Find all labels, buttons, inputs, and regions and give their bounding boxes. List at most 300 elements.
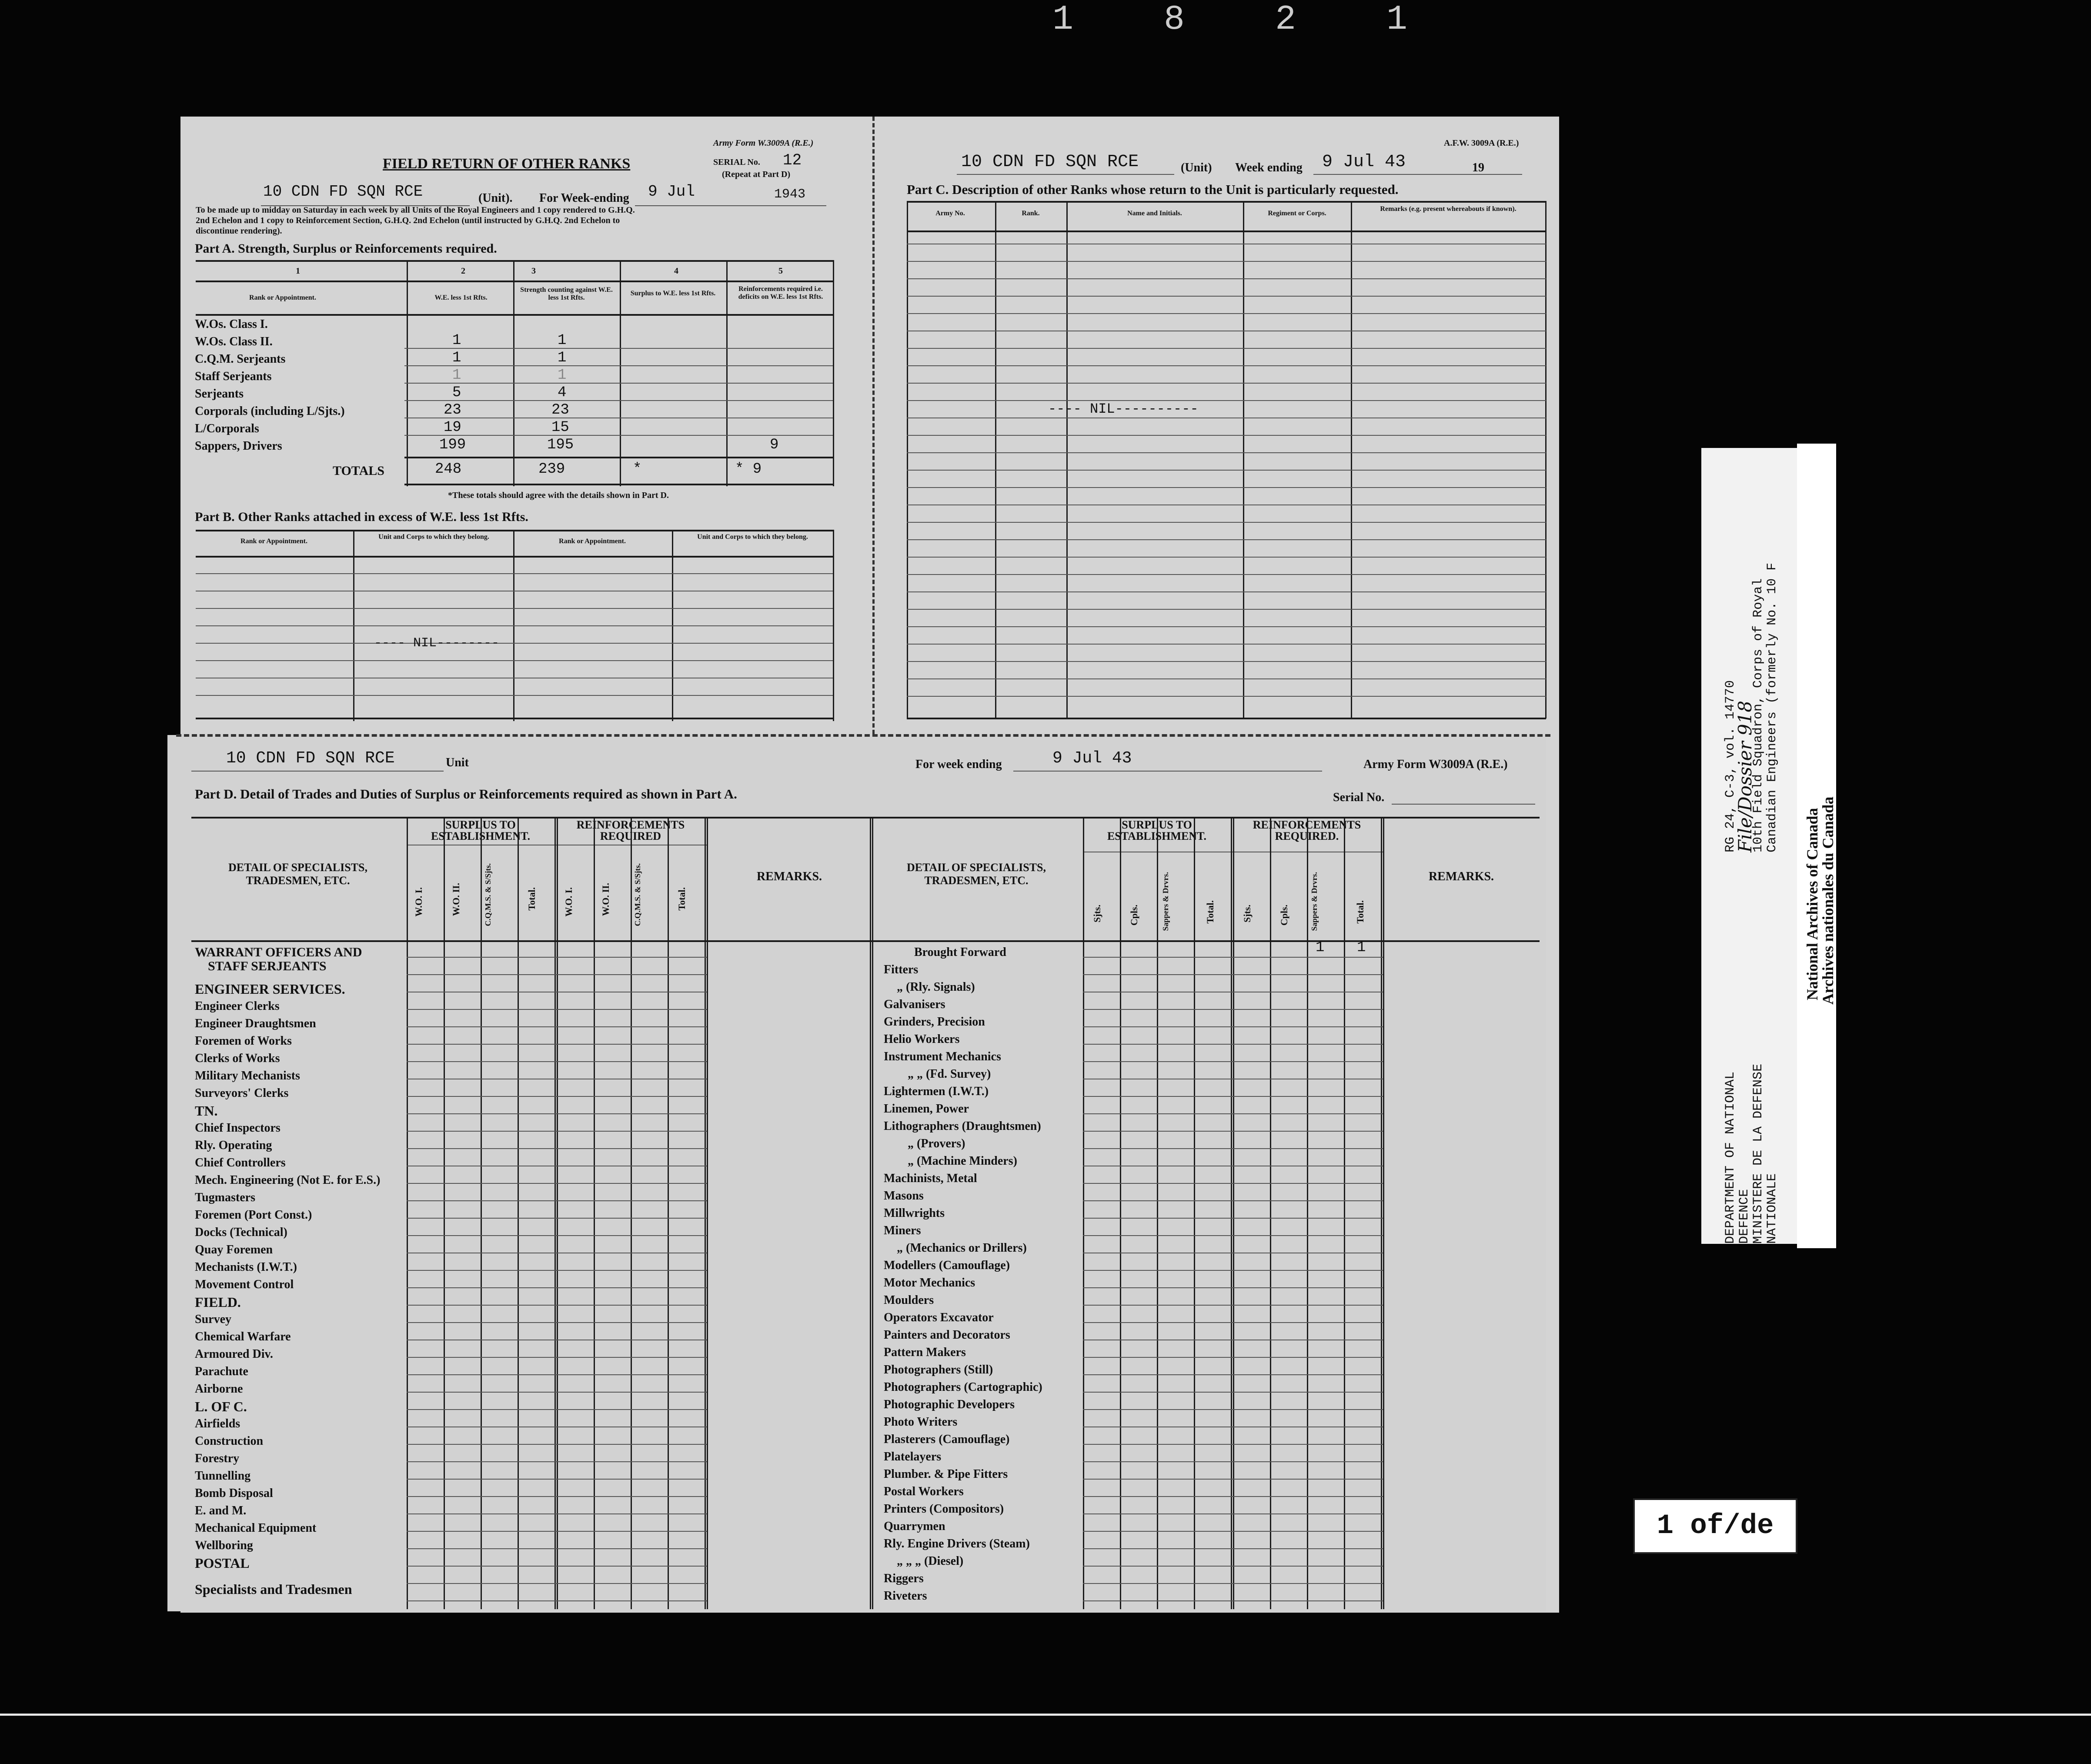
left-sur-total: Total.	[526, 887, 537, 911]
part-d-army-form: Army Form W3009A (R.E.)	[1363, 758, 1508, 771]
left-item: Military Mechanists	[195, 1069, 300, 1082]
part-d-col-rule	[1383, 817, 1384, 1609]
part-c-rule	[907, 400, 1546, 401]
part-c-header-remarks: Remarks (e.g. present whereabouts if known).	[1380, 205, 1516, 213]
part-d-col-rule	[707, 817, 708, 1609]
week-ending-label: For Week-ending	[539, 191, 629, 205]
part-d-col-rule	[872, 817, 873, 1609]
left-item: Foremen of Works	[195, 1034, 292, 1048]
col-header-surplus: Surplus to W.E. less 1st Rfts.	[630, 290, 716, 297]
rank-row-8: Sappers, Drivers	[195, 439, 282, 453]
rank-row-3: C.Q.M. Serjeants	[195, 352, 286, 366]
totals-we: 248	[435, 461, 462, 478]
str-row-7: 15	[551, 419, 569, 436]
part-c-header-name: Name and Initials.	[1127, 210, 1182, 217]
right-sur-cpls: Cpls.	[1129, 905, 1139, 926]
part-c-rule	[907, 452, 1546, 453]
part-c-rule	[907, 487, 1546, 488]
part-d-row-rule	[407, 1548, 707, 1549]
part-c-head-rule	[907, 231, 1546, 232]
part-d-row-rule	[1083, 1513, 1383, 1514]
part-c-rule	[907, 313, 1546, 314]
right-item-list	[884, 944, 1042, 1605]
left-item: Engineer Clerks	[195, 999, 280, 1013]
part-d-row-rule	[407, 1044, 707, 1045]
part-d-row-rule	[1083, 1392, 1383, 1393]
part-c-rule	[907, 696, 1546, 697]
part-c-title: Part C. Description of other Ranks whose return to the Unit is particularly requested.	[907, 182, 1399, 197]
part-d-week-value: 9 Jul 43	[1052, 749, 1132, 768]
totals-label: TOTALS	[333, 464, 384, 478]
brought-forward-total: 1	[1357, 939, 1366, 956]
part-d-col-rule	[870, 817, 871, 1609]
part-d-col-rule	[1194, 817, 1195, 1609]
part-d-row-rule	[1083, 1548, 1383, 1549]
part-d-row-rule	[1083, 1566, 1383, 1567]
part-b-col-4	[833, 530, 834, 721]
left-item: Surveyors' Clerks	[195, 1086, 289, 1100]
part-d-row-rule	[1083, 1148, 1383, 1149]
part-d-row-rule	[407, 1200, 707, 1201]
part-d-row-rule	[407, 1270, 707, 1271]
left-item: Chemical Warfare	[195, 1330, 291, 1343]
right-item: Photographic Developers	[884, 1398, 1015, 1411]
part-d-col-rule	[668, 817, 669, 1609]
totals-reinforcements: * 9	[735, 461, 762, 478]
part-d-row-rule	[1083, 1131, 1383, 1132]
col-header-rank: Rank or Appointment.	[249, 294, 316, 301]
vertical-fold-line	[872, 117, 875, 734]
left-sur-woi: W.O. I.	[413, 887, 424, 917]
part-c-rule	[907, 557, 1546, 558]
part-d-row-rule	[407, 1600, 707, 1601]
part-d-row-rule	[407, 1444, 707, 1445]
right-item: „ „ (Fd. Survey)	[908, 1067, 991, 1081]
part-c-week-label: Week ending	[1235, 161, 1303, 174]
right-item: Postal Workers	[884, 1485, 964, 1498]
rank-row-5: Serjeants	[195, 387, 244, 401]
left-item	[195, 975, 380, 980]
col-num-3: 3	[531, 266, 536, 276]
right-surplus-header: SURPLUS TO ESTABLISHMENT.	[1107, 819, 1207, 842]
left-item: FIELD.	[195, 1294, 241, 1310]
part-c-rule	[907, 539, 1546, 540]
right-item: Printers (Compositors)	[884, 1502, 1004, 1516]
left-item: Tugmasters	[195, 1191, 255, 1204]
part-c-header-army-no: Army No.	[935, 210, 965, 217]
part-d-title: Part D. Detail of Trades and Duties of Surplus or Reinforcements required as shown in Part A.	[195, 786, 737, 802]
right-item: Riggers	[884, 1572, 924, 1585]
part-c-rule	[907, 296, 1546, 297]
left-item: L. OF C.	[195, 1399, 247, 1414]
rank-row-7: L/Corporals	[195, 422, 259, 435]
right-item: Brought Forward	[914, 945, 1006, 959]
right-remarks-header: REMARKS.	[1428, 870, 1494, 883]
part-d-row-rule	[1083, 1287, 1383, 1288]
archive-dept-line4: NATIONALE	[1765, 1173, 1780, 1244]
right-item: Moulders	[884, 1293, 934, 1307]
part-d-row-rule	[1083, 1305, 1383, 1306]
part-d-row-rule	[407, 1009, 707, 1010]
part-d-row-rule	[1083, 1200, 1383, 1201]
part-c-rule	[907, 365, 1546, 366]
col-header-reinforcements: Reinforcements required i.e. deficits on W.E. less 1st Rfts.	[738, 285, 823, 301]
left-item: Survey	[195, 1313, 231, 1326]
part-d-row-rule	[1083, 1044, 1383, 1045]
part-d-unit-value: 10 CDN FD SQN RCE	[226, 749, 395, 768]
right-item: Grinders, Precision	[884, 1015, 985, 1029]
rank-row-2: W.Os. Class II.	[195, 335, 273, 348]
archive-dept-line1: DEPARTMENT OF NATIONAL	[1723, 1071, 1738, 1244]
left-surplus-header: SURPLUS TO ESTABLISHMENT.	[431, 819, 531, 842]
part-d-row-rule	[407, 1566, 707, 1567]
we-row-7: 19	[444, 419, 461, 436]
archive-ref-line1: RG 24, C-3, vol. 14770	[1723, 680, 1738, 852]
totals-rule	[404, 457, 833, 458]
part-b-header-1: Rank or Appointment.	[240, 538, 307, 545]
part-b-header-4: Unit and Corps to which they belong.	[697, 533, 808, 541]
left-sur-woii: W.O. II.	[451, 883, 461, 916]
right-item: „ (Rly. Signals)	[897, 980, 975, 994]
left-reinf-header: REINFORCEMENTS REQUIRED	[576, 819, 685, 842]
part-d-row-rule	[407, 1235, 707, 1236]
left-remarks-header: REMARKS.	[756, 870, 822, 883]
left-item: Chief Inspectors	[195, 1121, 281, 1135]
part-c-rule	[907, 609, 1546, 610]
row-rule-2	[404, 365, 833, 366]
horizontal-fold-line	[176, 734, 1550, 737]
part-d-col-rule	[1381, 817, 1382, 1609]
part-d-row-rule	[1083, 1374, 1383, 1375]
part-d-col-rule	[1270, 817, 1271, 1609]
right-item: Rly. Engine Drivers (Steam)	[884, 1537, 1030, 1550]
part-c-rule	[907, 591, 1546, 592]
rank-row-4: Staff Serjeants	[195, 370, 272, 383]
col-num-4: 4	[674, 266, 678, 276]
part-b-line-4	[196, 625, 833, 626]
part-d-col-rule	[1344, 817, 1345, 1609]
archive-ref-file: File/Dossier 918	[1734, 701, 1756, 852]
part-d-row-rule	[407, 1218, 707, 1219]
right-item: Millwrights	[884, 1206, 945, 1220]
part-b-line-8	[196, 695, 833, 696]
right-item: Riveters	[884, 1589, 927, 1603]
right-reinf-header: REINFORCEMENTS REQUIRED.	[1253, 819, 1361, 842]
part-a-col-line-4	[726, 260, 728, 486]
instructions-line-2: 2nd Echelon and 1 copy to Reinforcement Section, G.H.Q. 2nd Echelon (until instructed by G.H.Q. 2nd Echelon to	[196, 216, 620, 225]
right-rein-sappers: Sappers & Drvrs.	[1310, 872, 1319, 931]
part-d-row-rule	[407, 1113, 707, 1114]
film-edge-line	[0, 1714, 2091, 1716]
right-item: „ (Mechanics or Drillers)	[897, 1241, 1027, 1255]
right-item: Helio Workers	[884, 1032, 960, 1046]
part-d-row-rule	[407, 1531, 707, 1532]
left-item: Chief Controllers	[195, 1156, 286, 1169]
col-num-5: 5	[778, 266, 783, 276]
right-item: „ (Machine Minders)	[908, 1154, 1017, 1168]
left-item: POSTAL	[195, 1555, 250, 1571]
part-c-week-underline	[1313, 174, 1522, 175]
right-item: Fitters	[884, 963, 919, 976]
left-rein-woi: W.O. I.	[563, 887, 574, 917]
left-item: Airfields	[195, 1417, 240, 1430]
left-item: Bomb Disposal	[195, 1487, 273, 1500]
left-item: Movement Control	[195, 1278, 294, 1291]
str-row-6: 23	[551, 402, 569, 418]
totals-bottom-rule	[404, 484, 833, 485]
part-b-nil: ---- NIL--------	[374, 636, 500, 651]
left-item: E. and M.	[195, 1504, 247, 1517]
left-item: ENGINEER SERVICES.	[195, 981, 345, 997]
part-d-row-rule	[407, 1183, 707, 1184]
right-item: Machinists, Metal	[884, 1172, 977, 1185]
left-rein-cqms: C.Q.M.S. & S/Sjts.	[633, 863, 642, 926]
part-d-row-rule	[1083, 1479, 1383, 1480]
col-num-2: 2	[461, 266, 465, 276]
part-d-row-rule	[407, 1392, 707, 1393]
part-c-week-value: 9 Jul 43	[1322, 152, 1406, 172]
left-item: Foremen (Port Const.)	[195, 1208, 312, 1222]
left-item: Armoured Div.	[195, 1347, 273, 1361]
left-item: Mechanists (I.W.T.)	[195, 1260, 297, 1274]
right-item: Plasterers (Camouflage)	[884, 1433, 1010, 1446]
part-d-row-rule	[407, 957, 707, 958]
part-d-row-rule	[407, 1496, 707, 1497]
we-row-5: 5	[452, 384, 461, 401]
part-c-rule	[907, 626, 1546, 627]
part-b-line-1	[196, 573, 833, 574]
part-c-rule	[907, 644, 1546, 645]
part-c-rule	[907, 522, 1546, 523]
left-item: TN.	[195, 1103, 218, 1119]
army-form-code: Army Form W.3009A (R.E.)	[713, 138, 814, 148]
serial-label: SERIAL No.	[713, 157, 760, 167]
part-b-title: Part B. Other Ranks attached in excess of W.E. less 1st Rfts.	[195, 510, 528, 524]
part-b-header-3: Rank or Appointment.	[559, 538, 626, 545]
part-d-row-rule	[1083, 1026, 1383, 1027]
right-rein-sjts: Sjts.	[1242, 905, 1253, 922]
left-item: Clerks of Works	[195, 1052, 280, 1065]
part-d-col-rule	[631, 817, 632, 1609]
part-d-row-rule	[407, 974, 707, 975]
left-item: Engineer Draughtsmen	[195, 1017, 316, 1030]
left-item-list	[195, 944, 380, 1598]
year-value: 1943	[774, 187, 806, 202]
right-item: Plumber. & Pipe Fitters	[884, 1467, 1008, 1481]
part-a-col-line-3	[620, 260, 621, 486]
part-a-col-line-2	[513, 260, 514, 486]
right-item: Modellers (Camouflage)	[884, 1259, 1010, 1272]
left-item: Construction	[195, 1434, 264, 1448]
week-ending-value: 9 Jul	[648, 183, 695, 200]
part-c-year-label: 19	[1472, 161, 1484, 174]
brought-forward-sappers: 1	[1316, 939, 1325, 956]
col-header-strength: Strength counting against W.E. less 1st Rfts.	[520, 286, 613, 301]
part-d-row-rule	[1083, 1531, 1383, 1532]
right-item: Instrument Mechanics	[884, 1050, 1001, 1063]
part-c-header-rank: Rank.	[1022, 210, 1040, 217]
we-row-8: 199	[439, 437, 466, 453]
left-rein-total: Total.	[676, 887, 687, 911]
right-item: „ „ „ (Diesel)	[897, 1554, 964, 1568]
part-d-col-rule	[1307, 817, 1308, 1609]
serial-value: 12	[783, 151, 802, 169]
archive-ref-line4: Canadian Engineers (formerly No. 10 F	[1765, 562, 1780, 852]
right-rein-cpls: Cpls.	[1279, 905, 1289, 926]
part-c-header-regiment: Regiment or Corps.	[1268, 210, 1326, 217]
right-item: Lightermen (I.W.T.)	[884, 1085, 989, 1098]
part-c-unit-underline	[957, 174, 1174, 175]
part-d-col-rule	[518, 817, 519, 1609]
left-item: WARRANT OFFICERS AND	[195, 945, 362, 959]
repeat-note: (Repeat at Part D)	[722, 170, 791, 179]
part-c-rule	[907, 278, 1546, 279]
part-c-rule	[907, 261, 1546, 262]
archive-label-card	[1701, 448, 1797, 1244]
right-item: Photographers (Still)	[884, 1363, 993, 1376]
part-d-row-rule	[1083, 1357, 1383, 1358]
part-b-line-5	[196, 643, 833, 644]
part-d-row-rule	[407, 1374, 707, 1375]
right-detail-header: DETAIL OF SPECIALISTS, TRADESMEN, ETC.	[906, 861, 1046, 887]
part-a-col-line-1	[407, 260, 408, 486]
part-d-row-rule	[1083, 1409, 1383, 1410]
part-b-line-6	[196, 660, 833, 661]
part-d-col-rule	[1231, 817, 1232, 1609]
left-item: Rly. Operating	[195, 1139, 272, 1152]
we-row-6: 23	[444, 402, 461, 418]
unit-label: (Unit).	[478, 191, 513, 205]
left-item: Forestry	[195, 1452, 240, 1465]
part-c-top-rule	[907, 201, 1546, 203]
part-d-serial-label: Serial No.	[1333, 791, 1385, 804]
week-underline	[635, 205, 826, 206]
part-d-unit-label: Unit	[446, 756, 469, 769]
right-sur-sappers: Sappers & Drvrs.	[1161, 872, 1170, 931]
part-d-row-rule	[1083, 957, 1383, 958]
part-d-row-rule	[407, 1096, 707, 1097]
rank-row-1: W.Os. Class I.	[195, 317, 268, 331]
part-d-row-rule	[1083, 1444, 1383, 1445]
part-c-rule	[907, 678, 1546, 679]
part-d-col-rule	[444, 817, 445, 1609]
right-rein-total: Total.	[1355, 900, 1366, 924]
totals-strength: 239	[538, 461, 565, 478]
we-row-2: 1	[452, 332, 461, 349]
right-item: Photographers (Cartographic)	[884, 1380, 1042, 1394]
archive-nac-strip	[1797, 444, 1836, 1248]
part-d-col-rule	[594, 817, 595, 1609]
part-d-row-rule	[1083, 1096, 1383, 1097]
right-item: Operators Excavator	[884, 1311, 994, 1324]
archive-dept-line2: DEFENCE	[1737, 1189, 1752, 1244]
instructions-line-1: To be made up to midday on Saturday in each week by all Units of the Royal Engineers and 1 copy rendered to G.H.Q.	[196, 205, 635, 215]
row-rule-6	[404, 435, 833, 436]
part-d-row-rule	[407, 1061, 707, 1062]
left-detail-header: DETAIL OF SPECIALISTS, TRADESMEN, ETC.	[228, 861, 368, 887]
right-item: Painters and Decorators	[884, 1328, 1010, 1342]
part-c-bottom-rule	[907, 718, 1546, 719]
row-rule-4	[404, 400, 833, 401]
part-d-col-rule	[1157, 817, 1158, 1609]
left-item: Tunnelling	[195, 1469, 251, 1483]
left-item: Docks (Technical)	[195, 1226, 287, 1239]
right-item: Motor Mechanics	[884, 1276, 975, 1290]
part-d-row-rule	[1083, 1235, 1383, 1236]
right-item: Miners	[884, 1224, 921, 1237]
right-item: Masons	[884, 1189, 924, 1203]
we-row-3: 1	[452, 350, 461, 366]
part-d-row-rule	[1083, 1061, 1383, 1062]
archive-nac-fr: Archives nationales du Canada	[1819, 796, 1837, 1005]
form-title: FIELD RETURN OF OTHER RANKS	[383, 156, 631, 172]
totals-note: *These totals should agree with the details shown in Part D.	[448, 491, 669, 500]
part-a-title: Part A. Strength, Surplus or Reinforcements required.	[195, 241, 497, 256]
row-rule-3	[404, 383, 833, 384]
part-d-row-rule	[407, 1305, 707, 1306]
part-d-col-rule	[554, 817, 556, 1609]
left-item: Specialists and Tradesmen	[195, 1581, 352, 1597]
part-d-row-rule	[407, 1583, 707, 1584]
part-a-col-line-5	[833, 260, 834, 486]
part-d-row-rule	[407, 1026, 707, 1027]
part-d-head-rule	[191, 940, 1540, 942]
part-b-header-2: Unit and Corps to which they belong.	[378, 533, 489, 541]
str-row-4: 1	[558, 367, 567, 384]
unit-value: 10 CDN FD SQN RCE	[263, 183, 423, 200]
left-item: Mechanical Equipment	[195, 1521, 317, 1535]
left-sur-cqms: C.Q.M.S. & S/Sjts.	[484, 863, 492, 926]
part-c-rule	[907, 383, 1546, 384]
str-row-2: 1	[558, 332, 567, 349]
part-d-col-rule	[557, 817, 558, 1609]
part-d-row-rule	[407, 1513, 707, 1514]
str-row-3: 1	[558, 350, 567, 366]
part-d-row-rule	[1083, 1270, 1383, 1271]
archive-nac-en: National Archives of Canada	[1804, 808, 1821, 1000]
left-item: Mech. Engineering (Not E. for E.S.)	[195, 1173, 381, 1187]
part-d-row-rule	[407, 1409, 707, 1410]
right-item: Galvanisers	[884, 998, 945, 1011]
part-b-line-3	[196, 608, 833, 609]
right-item: Quarrymen	[884, 1520, 945, 1533]
rein-row-8: 9	[770, 437, 779, 453]
archive-ref-line3: 10th Field Squadron, Corps of Royal	[1751, 578, 1766, 852]
part-d-row-rule	[1083, 1009, 1383, 1010]
col-header-we: W.E. less 1st Rfts.	[434, 294, 488, 301]
part-d-row-rule	[407, 1479, 707, 1480]
part-d-row-rule	[407, 1322, 707, 1323]
part-d-col-rule	[1233, 817, 1234, 1609]
part-c-unit-value: 10 CDN FD SQN RCE	[961, 152, 1139, 172]
right-item: Photo Writers	[884, 1415, 958, 1429]
part-d-col-rule	[705, 817, 706, 1609]
part-d-col-rule	[407, 817, 408, 1609]
rank-row-6: Corporals (including L/Sjts.)	[195, 404, 345, 418]
part-c-rule	[907, 348, 1546, 349]
left-item: Wellboring	[195, 1539, 253, 1552]
part-d-week-label: For week ending	[915, 758, 1002, 771]
we-row-4: 1	[452, 367, 461, 384]
instructions-line-3: discontinue rendering).	[196, 226, 282, 236]
part-d-row-rule	[1083, 1461, 1383, 1462]
part-d-row-rule	[1083, 1600, 1383, 1601]
left-item: Parachute	[195, 1365, 248, 1378]
part-d-col-rule	[481, 817, 482, 1609]
totals-surplus: *	[633, 461, 642, 478]
part-b-bottom-rule	[196, 718, 833, 719]
part-c-unit-label: (Unit)	[1181, 161, 1212, 174]
